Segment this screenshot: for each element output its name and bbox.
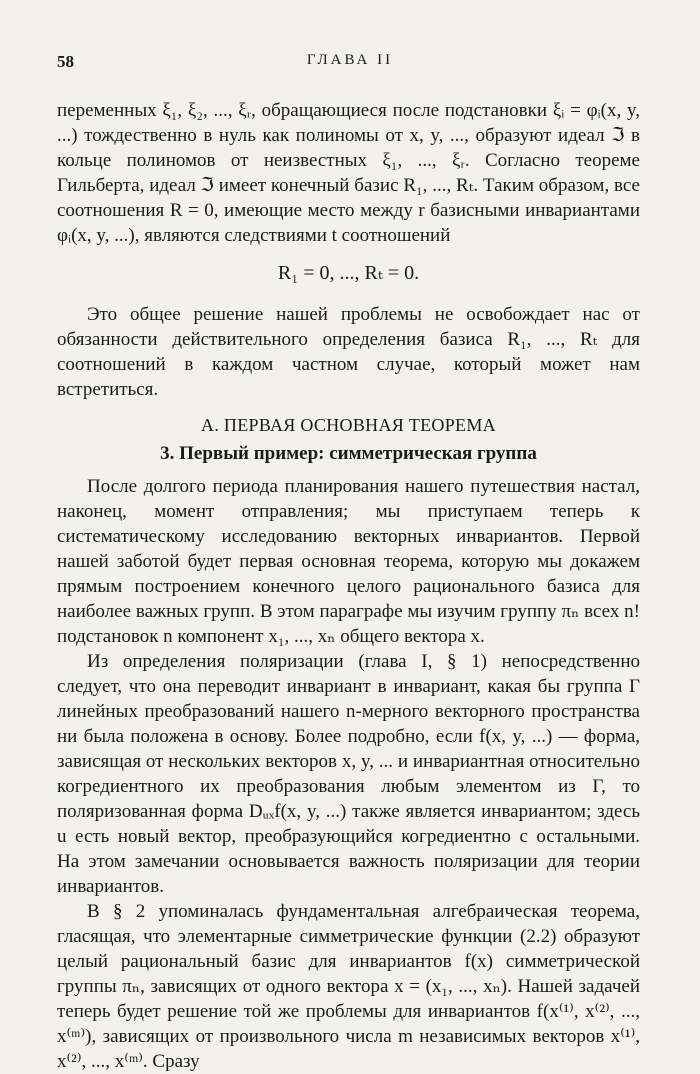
page-number: 58 [57,52,74,71]
paragraph-3: После долгого периода планирования нашего путешествия настал, наконец, момент отправления; мы приступаем теперь к систематическому исследованию векторных инвариантов. Первой нашей заботой будет первая основная теорема, которую мы докажем прямым построением конечного целого рационального базиса для наиболее важных групп. В этом параграфе мы изучим группу πₙ всех n! подстановок n компонент x₁, ..., xₙ общего вектора x. [57,476,640,647]
paragraph-1: переменных ξ₁, ξ₂, ..., ξᵣ, обращающиеся после подстановки ξᵢ = φᵢ(x, y, ...) тождественно в нуль как полиномы от x, y, ..., образуют идеал ℑ в кольце полиномов от неизвестных ξ₁, ..., ξᵣ. Согласно теореме Гильберта, идеал ℑ имеет конечный базис R₁, ..., Rₜ. Таким образом, все соотношения R = 0, имеющие место между r базисными инвариантами φᵢ(x, y, ...), являются следствиями t соотношений [57,100,640,246]
paragraph-5: В § 2 упоминалась фундаментальная алгебраическая теорема, гласящая, что элементарные симметрические функции (2.2) образуют целый рациональный базис для инвариантов f(x) симметрической группы πₙ, зависящих от одного вектора x = (x₁, ..., xₙ). Нашей задачей теперь будет решение той же проблемы для инвариантов f(x⁽¹⁾, x⁽²⁾, ..., x⁽ᵐ⁾), зависящих от произвольного числа m независимых векторов x⁽¹⁾, x⁽²⁾, ..., x⁽ᵐ⁾. Сразу [57,901,640,1072]
section-title: А. ПЕРВАЯ ОСНОВНАЯ ТЕОРЕМА [201,415,496,435]
running-head: ГЛАВА II [306,52,394,68]
paragraph-4: Из определения поляризации (глава I, § 1) непосредственно следует, что она переводит инвариант в инвариант, какая бы группа Γ линейных преобразований нашего n-мерного векторного пространства ни была положена в основу. Более подробно, если f(x, y, ...) — форма, зависящая от нескольких векторов x, y, ... и инвариантная относительно когредиентного их преобразования любым элементом из Γ, то поляризованная форма Dᵤₓf(x, y, ...) также является инвариантом; здесь u есть новый вектор, преобразующийся когредиентно с остальными. На этом замечании основывается важность поляризации для теории инвариантов. [57,651,640,897]
subsection-title: 3. Первый пример: симметрическая группа [160,443,537,464]
display-formula: R₁ = 0, ..., Rₜ = 0. [277,262,420,284]
page-body [57,98,640,1074]
page-header [57,52,643,76]
paragraph-2: Это общее решение нашей проблемы не освобождает нас от обязанности действительного определения базиса R₁, ..., Rₜ для соотношений в каждом частном случае, который может нам встретиться. [57,304,640,400]
